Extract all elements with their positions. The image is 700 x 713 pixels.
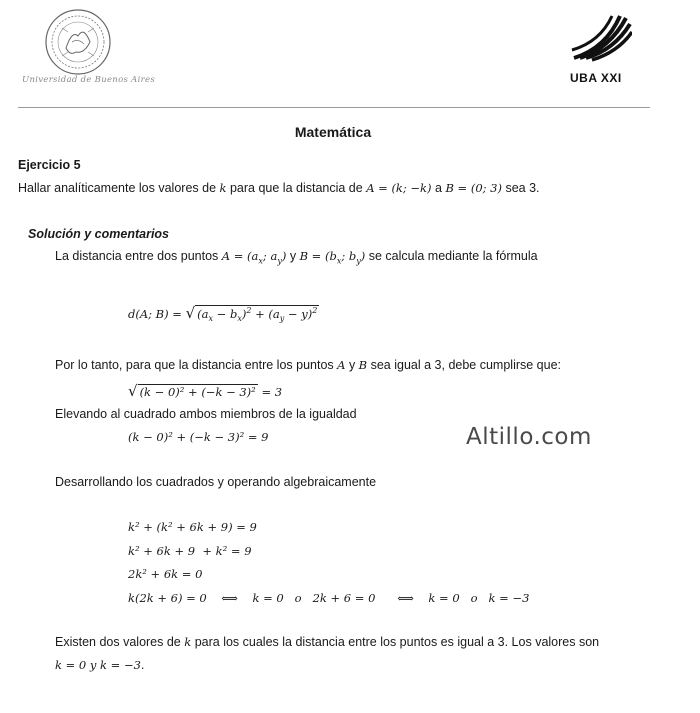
formula-lhs: d(A; B) = xyxy=(128,307,182,321)
watermark: Altillo.com xyxy=(466,424,592,450)
intro-point-a: $A = (a_x$; $a_y$) xyxy=(221,249,287,266)
therefore-text: Por lo tanto, para que la distancia entre los puntos xyxy=(55,358,334,372)
distance-formula: d(A; B) = √ $(a_x - b_x)^2 + (a_y - y)^2$ xyxy=(128,304,318,324)
intro-post: se calcula mediante la fórmula xyxy=(368,249,538,263)
university-seal-logo xyxy=(44,8,112,76)
conclusion-line-1 xyxy=(55,635,650,649)
university-name: Universidad de Buenos Aires xyxy=(22,75,155,85)
step-2: k² + 6k + 9 + k² = 9 xyxy=(128,544,252,558)
conclusion-k: k xyxy=(184,635,192,649)
therefore-post: sea igual a 3, debe cumplirse que: xyxy=(370,358,562,372)
header-divider xyxy=(18,107,650,108)
intro-pre: La distancia entre dos puntos xyxy=(55,249,219,263)
intro-point-b: $B = (b_x$; $b_y$) xyxy=(299,249,366,266)
exercise-statement xyxy=(18,181,540,195)
statement-pre: Hallar analíticamente los valores de xyxy=(18,181,217,195)
statement-a: a xyxy=(435,181,442,195)
equation-sqrt-rhs: = 3 xyxy=(261,385,283,399)
point-b: B = (0; 3) xyxy=(445,181,502,195)
therefore-line xyxy=(55,358,561,372)
step-3: 2k² + 6k = 0 xyxy=(128,567,203,581)
developing-text: Desarrollando los cuadrados y operando algebraicamente xyxy=(55,475,377,489)
intro-y: y xyxy=(289,249,297,263)
equation-sqrt: √ (k − 0)² + (−k − 3)² = 3 xyxy=(128,382,283,400)
step-4: k(2k + 6) = 0 ⟺ k = 0 o 2k + 6 = 0 ⟺ k = 0 o k = −3 xyxy=(128,591,530,605)
solution-heading: Solución y comentarios xyxy=(28,227,170,241)
statement-post: sea 3. xyxy=(505,181,540,195)
point-a: A = (k; −k) xyxy=(366,181,432,195)
conclusion-pre: Existen dos valores de xyxy=(55,635,181,649)
therefore-b: B xyxy=(358,358,368,372)
step-1: k² + (k² + 6k + 9) = 9 xyxy=(128,520,257,534)
page-title: Matemática xyxy=(294,124,372,140)
uba-xxi-brand: UBA XXI xyxy=(570,71,622,85)
therefore-y: y xyxy=(348,358,356,372)
uba-xxi-logo-icon xyxy=(570,14,632,62)
therefore-a: A xyxy=(337,358,346,372)
exercise-label: Ejercicio 5 xyxy=(18,158,81,172)
conclusion-post: para los cuales la distancia entre los puntos es igual a 3. Los valores son xyxy=(194,635,600,649)
solution-intro xyxy=(55,249,538,265)
squaring-text: Elevando al cuadrado ambos miembros de la igualdad xyxy=(55,407,357,421)
equation-squared: (k − 0)² + (−k − 3)² = 9 xyxy=(128,430,269,444)
statement-mid: para que la distancia de xyxy=(229,181,363,195)
equation-sqrt-radicand: (k − 0)² + (−k − 3)² xyxy=(139,385,256,399)
statement-k: k xyxy=(219,181,227,195)
conclusion-line-2: k = 0 y k = −3. xyxy=(55,658,145,672)
